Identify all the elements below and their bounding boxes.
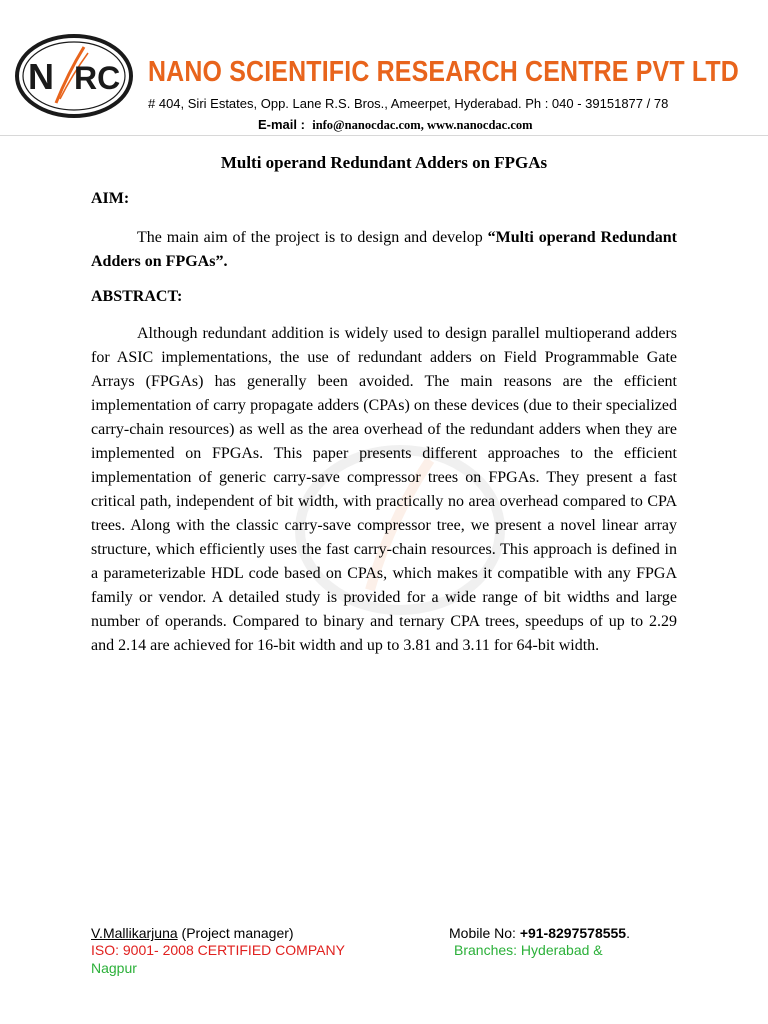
mobile-label: Mobile No: [449,925,520,941]
email-value: info@nanocdac.com, www.nanocdac.com [312,118,533,132]
svg-text:RC: RC [74,60,121,96]
aim-project-title: “Multi operand Redundant Adders on FPGAs”. [91,229,678,270]
company-name: NANO SCIENTIFIC RESEARCH CENTRE PVT LTD [148,56,739,88]
mobile-suffix: . [626,925,630,941]
manager-role: (Project manager) [177,925,294,941]
contact-line [258,117,533,133]
aim-heading: AIM: [91,190,130,207]
abstract-heading: ABSTRACT: [91,288,183,305]
company-logo [14,33,134,119]
branches: Branches: Hyderabad & [454,942,603,958]
aim-text: The main aim of the project is to design and develop [137,229,488,246]
branches-continued: Nagpur [91,960,137,976]
abstract-paragraph: Although redundant addition is widely used to design parallel multioperand adders for ASIC implementations, the use of redundant adders on Field Programmable Gate Arrays (FPGAs) has generally been avoided. The main reasons are the efficient implementation of carry propagate adders (CPAs) on these devices (due to their specialized carry-chain resources) as well as the area overhead of the redundant adders when they are implemented on FPGAs. This paper presents different approaches to the efficient implementation of generic carry-save compressor trees on FPGAs. They present a fast critical path, independent of bit width, with practically no area overhead compared to CPA trees. Along with the classic carry-save compressor tree, we present a novel linear array structure, which efficiently uses the fast carry-chain resources. This approach is defined in a parameterizable HDL code based on CPAs, which makes it compatible with any FPGA family or vendor. A detailed study is provided for a wide range of bit widths and large number of operands. Compared to binary and ternary CPA trees, speedups of up to 2.29 and 2.14 are achieved for 16-bit width and up to 3.81 and 3.11 for 64-bit width. [91,325,677,654]
email-label: E-mail : [258,117,305,132]
aim-paragraph [91,226,677,274]
company-address: # 404, Siri Estates, Opp. Lane R.S. Bros., Ameerpet, Hyderabad. Ph : 040 - 39151877 / 78 [148,96,669,111]
header-divider [0,135,768,136]
mobile-contact [449,925,630,941]
svg-text:N: N [28,56,54,97]
iso-certification: ISO: 9001- 2008 CERTIFIED COMPANY [91,942,345,958]
mobile-number: +91-8297578555 [519,925,627,941]
project-manager [91,925,294,941]
manager-name: V.Mallikarjuna [91,925,178,941]
document-title: Multi operand Redundant Adders on FPGAs [220,153,548,172]
